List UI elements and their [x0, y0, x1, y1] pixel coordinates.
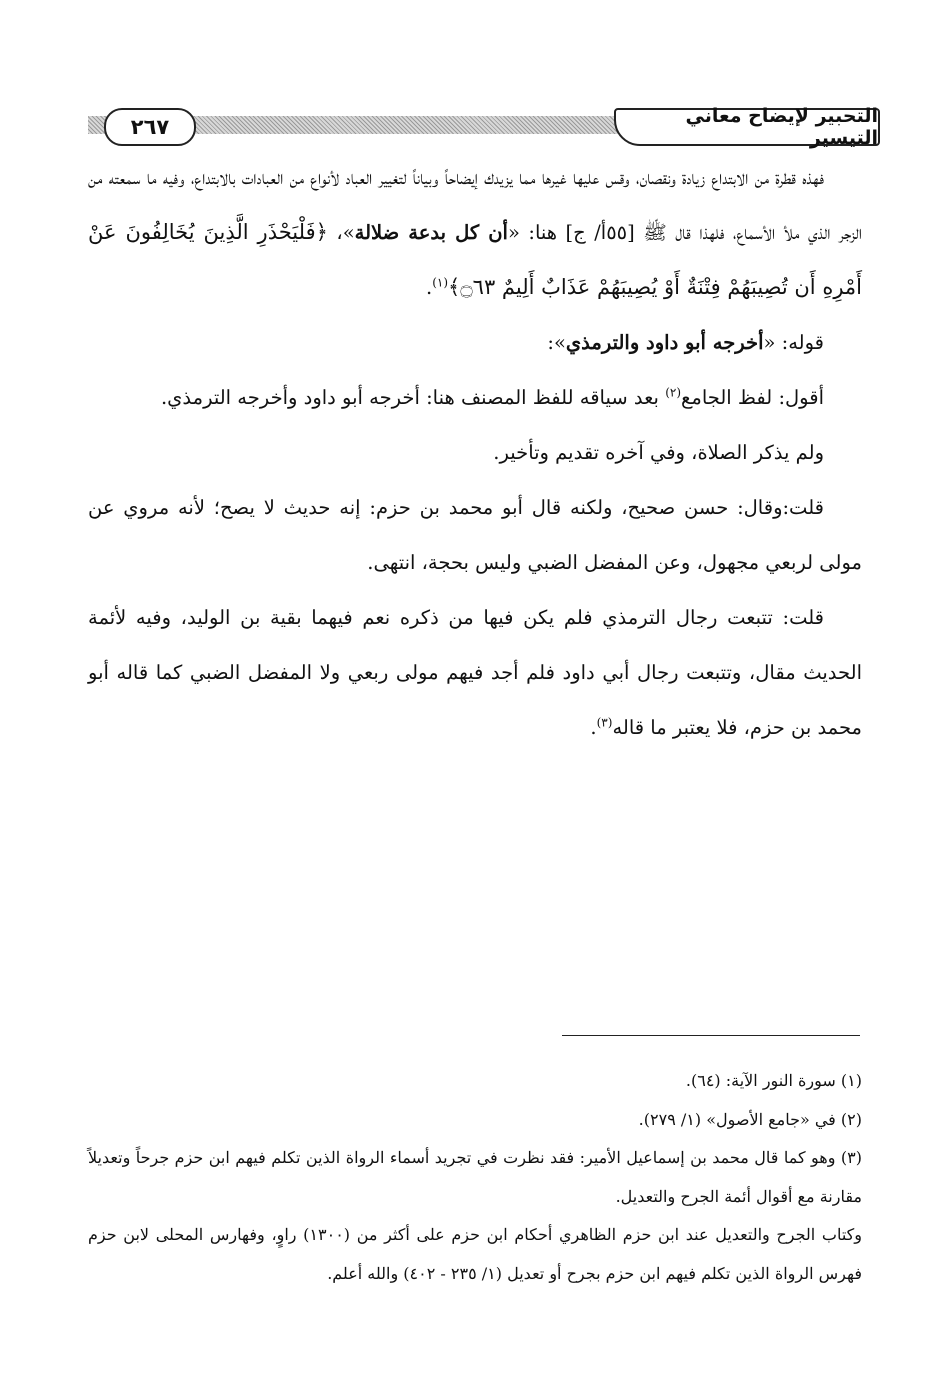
paragraph-1: [88, 150, 862, 315]
quote-label: قوله: «: [763, 331, 824, 354]
quoted-phrase: أخرجه أبو داود والترمذي: [565, 331, 764, 354]
footnote-3: (٣) وهو كما قال محمد بن إسماعيل الأمير: فقد نظرت في تجريد أسماء الرواة الذين تكلم فيهم ابن حزم جرحاً وتعديلاً مقارنة مع أقوال أئمة الجرح والتعديل.: [88, 1148, 862, 1206]
paragraph-1-text: فهذه قطرة من الابتداع زيادة ونقصان، وقس عليها غيرها مما يزيدك إيضاحاً وبياناً لتغيير العباد لأنواع من العبادات بالابتداع، وفيه ما سمعته من الزجر الذي ملأ الأسماع، فلهذا قال ﷺ [٥٥أ/ ج] هنا: «: [88, 166, 863, 244]
quran-verse: ﴿فَلْيَحْذَرِ الَّذِينَ يُخَالِفُونَ عَنْ أَمْرِهِ أَن تُصِيبَهُمْ فِتْنَةٌ أَوْ يُصِيبَهُمْ عَذَابٌ أَلِيمٌ ۝٦٣﴾: [88, 220, 862, 299]
quote-close: »،: [327, 221, 355, 244]
paragraph-1-end: .: [426, 276, 433, 299]
footnote-3-continued: وكتاب الجرح والتعديل عند ابن حزم الظاهري أحكام ابن حزم على أكثر من (١٣٠٠) راوٍ، وفهارس المحلى لابن حزم فهرس الرواة الذين تكلم فيهم ابن حزم بجرح أو تعديل (١/ ٢٣٥ - ٤٠٢) والله أعلم.: [88, 1225, 863, 1283]
main-text: [88, 150, 862, 755]
paragraph-6-text: قلت: تتبعت رجال الترمذي فلم يكن فيها من ذكره نعم فيهما بقية بن الوليد، وفيه لأئمة الحديث مقال، وتتبعت رجال أبي داود فلم أجد فيهم مولى ربعي ولا المفضل الضبي كما قاله أبو محمد بن حزم، فلا يعتبر ما قاله: [88, 606, 862, 739]
footnote-1: (١) سورة النور الآية: (٦٤).: [685, 1071, 862, 1090]
paragraph-6: [88, 590, 862, 755]
paragraph-6-end: .: [590, 716, 597, 739]
hadith-quote: أن كل بدعة ضلالة: [354, 221, 508, 244]
page-header: [88, 105, 878, 152]
book-title: التحبير لإيضاح معاني التيسير: [685, 105, 878, 149]
paragraph-3-start: أقول: لفظ الجامع: [681, 386, 824, 409]
page-number: ٢٦٧: [130, 115, 170, 139]
book-title-frame: [614, 105, 880, 149]
footnote-divider: [562, 1035, 860, 1036]
paragraph-4: ولم يذكر الصلاة، وفي آخره تقديم وتأخير.: [493, 441, 824, 464]
paragraph-2: [88, 315, 862, 370]
footnote-ref-2[interactable]: (٢): [665, 385, 682, 400]
footnote-ref-3[interactable]: (٣): [596, 715, 613, 730]
paragraph-3: [88, 370, 862, 425]
footnote-2: (٢) في «جامع الأصول» (١/ ٢٧٩).: [638, 1109, 862, 1129]
page-number-frame: [104, 108, 196, 146]
quote-label-end: »:: [547, 331, 566, 354]
paragraph-5: قلت:وقال: حسن صحيح، ولكنه قال أبو محمد بن حزم: إنه حديث لا يصح؛ لأنه مروي عن مولى لربعي مجهول، وعن المفضل الضبي وليس بحجة، انتهى.: [88, 496, 862, 574]
footnote-ref-1[interactable]: (١): [432, 275, 449, 290]
paragraph-3-end: بعد سياقه للفظ المصنف هنا: أخرجه أبو داود وأخرجه الترمذي.: [160, 386, 666, 409]
footnotes: [88, 1062, 862, 1293]
